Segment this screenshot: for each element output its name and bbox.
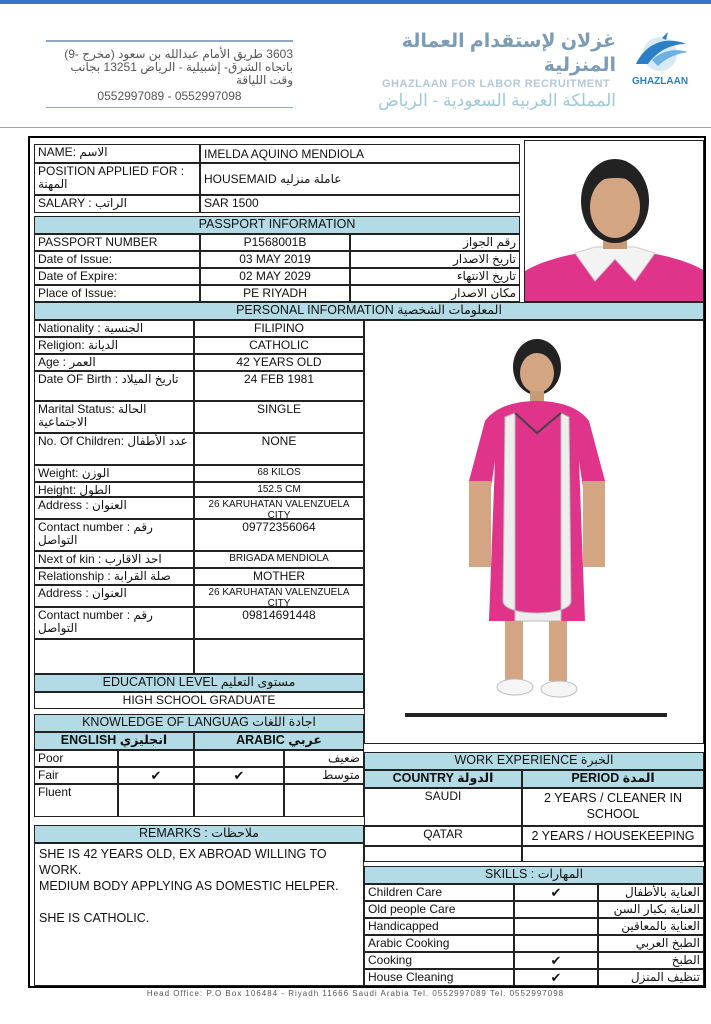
remarks-section-title: REMARKS : ملاحظات bbox=[34, 825, 364, 843]
skill-arabic-label: العناية بالمعاقين bbox=[598, 918, 704, 935]
passport-row-arabic-label: تاريخ الاصدار bbox=[350, 251, 520, 268]
footer-contact: Head Office: P.O Box 106484 - Riyadh 11666 Saudi Arabia Tel. 0552997089 Tel. 0552997098 bbox=[146, 989, 565, 998]
education-value: HIGH SCHOOL GRADUATE bbox=[34, 692, 364, 709]
skills-section-title: SKILLS : المهارات bbox=[364, 866, 704, 884]
position-label: POSITION APPLIED FOR : المهنة bbox=[34, 163, 200, 195]
skill-arabic-label: العناية بالأطفال bbox=[598, 884, 704, 901]
address-line-1: 3603 طريق الأمام عبدالله بن سعود (مخرج -9) bbox=[64, 47, 293, 61]
name-label: NAME: الاسم bbox=[34, 144, 200, 163]
skill-label: Arabic Cooking bbox=[364, 935, 514, 952]
personal-row-value: MOTHER bbox=[194, 568, 364, 585]
passport-row-arabic-label: رقم الجواز bbox=[350, 234, 520, 251]
arabic-level-check-icon bbox=[194, 784, 284, 817]
office-phones: 0552997089 - 0552997098 bbox=[97, 89, 242, 103]
language-level-label: Poor bbox=[34, 750, 118, 767]
experience-empty-period bbox=[522, 846, 704, 862]
passport-row-label: Date of Expire: bbox=[34, 268, 200, 285]
language-level-arabic-label: ضعيف bbox=[284, 750, 364, 767]
name-value: IMELDA AQUINO MENDIOLA bbox=[200, 144, 520, 163]
top-accent-bar bbox=[0, 0, 711, 4]
personal-row-empty-value bbox=[194, 639, 364, 674]
passport-row-label: Date of Issue: bbox=[34, 251, 200, 268]
cv-form bbox=[28, 136, 706, 988]
salary-value: SAR 1500 bbox=[200, 195, 520, 213]
personal-row-label: Contact number : رقم التواصل bbox=[34, 519, 194, 551]
personal-row-value: SINGLE bbox=[194, 401, 364, 433]
personal-row-value: 26 KARUHATAN VALENZUELA CITY bbox=[194, 585, 364, 607]
gazelle-logo-icon bbox=[622, 30, 698, 76]
personal-row-value: 24 FEB 1981 bbox=[194, 371, 364, 401]
period-header: PERIOD المدة bbox=[522, 770, 704, 788]
remarks-line-1: SHE IS 42 YEARS OLD, EX ABROAD WILLING TO WORK. bbox=[39, 847, 327, 877]
language-level-label: Fair bbox=[34, 767, 118, 784]
personal-row-label: Height: الطول bbox=[34, 482, 194, 497]
headshot-portrait-icon bbox=[525, 141, 704, 302]
personal-section-title: PERSONAL INFORMATION المعلومات الشخصية bbox=[34, 302, 704, 320]
personal-row-value: 26 KARUHATAN VALENZUELA CITY bbox=[194, 497, 364, 519]
personal-row-value: 42 YEARS OLD bbox=[194, 354, 364, 371]
skill-label: Children Care bbox=[364, 884, 514, 901]
skill-check-icon: ✔ bbox=[514, 952, 598, 969]
personal-row-label: Next of kin : احد الاقارب bbox=[34, 551, 194, 568]
brand-country: المملكة العربية السعودية - الرياض bbox=[378, 91, 616, 110]
experience-country: SAUDI bbox=[364, 788, 522, 826]
personal-row-label: Date OF Birth : تاريخ الميلاد bbox=[34, 371, 194, 401]
headshot-photo bbox=[524, 140, 704, 302]
language-level-arabic-label: متوسط bbox=[284, 767, 364, 784]
brand-arabic-name: غزلان لإستقدام العمالة المنزلية bbox=[401, 31, 616, 76]
personal-row-label: Marital Status: الحالة الاجتماعية bbox=[34, 401, 194, 433]
skill-arabic-label: الطبخ bbox=[598, 952, 704, 969]
personal-row-value: 152.5 CM bbox=[194, 482, 364, 497]
english-level-check-icon bbox=[118, 784, 194, 817]
position-value: HOUSEMAID عاملة منزليه bbox=[200, 163, 520, 195]
english-level-check-icon: ✔ bbox=[118, 767, 194, 784]
skill-arabic-label: تنظيف المنزل bbox=[598, 969, 704, 986]
personal-row-label: Age : العمر bbox=[34, 354, 194, 371]
education-section-title: EDUCATION LEVEL مستوى التعليم bbox=[34, 674, 364, 692]
personal-row-label: Nationality : الجنسية bbox=[34, 320, 194, 337]
passport-row-label: PASSPORT NUMBER bbox=[34, 234, 200, 251]
passport-row-value: 02 MAY 2029 bbox=[200, 268, 350, 285]
brand-block bbox=[378, 30, 616, 112]
skill-check-icon bbox=[514, 918, 598, 935]
skill-arabic-label: العناية بكبار السن bbox=[598, 901, 704, 918]
personal-row-value: NONE bbox=[194, 433, 364, 465]
experience-country: QATAR bbox=[364, 826, 522, 846]
personal-row-value: 09772356064 bbox=[194, 519, 364, 551]
skill-label: House Cleaning bbox=[364, 969, 514, 986]
full-body-photo bbox=[364, 320, 704, 744]
personal-row-value: CATHOLIC bbox=[194, 337, 364, 354]
personal-row-value: FILIPINO bbox=[194, 320, 364, 337]
brand-english-name: GHAZLAAN FOR LABOR RECRUITMENT bbox=[382, 78, 611, 90]
skill-check-icon: ✔ bbox=[514, 884, 598, 901]
personal-row-value: 68 KILOS bbox=[194, 465, 364, 482]
passport-row-value: P1568001B bbox=[200, 234, 350, 251]
experience-period: 2 YEARS / CLEANER IN SCHOOL bbox=[522, 788, 704, 826]
skill-label: Old people Care bbox=[364, 901, 514, 918]
full-body-portrait-icon bbox=[365, 321, 704, 744]
language-level-label: Fluent bbox=[34, 784, 118, 817]
english-header: ENGLISH انجليزي bbox=[34, 732, 194, 750]
office-address-block bbox=[46, 40, 293, 108]
company-logo bbox=[622, 30, 698, 92]
skill-label: Cooking bbox=[364, 952, 514, 969]
remarks-line-2: MEDIUM BODY APPLYING AS DOMESTIC HELPER. bbox=[39, 879, 339, 893]
experience-section-title: WORK EXPERIENCE الخبرة bbox=[364, 752, 704, 770]
salary-label: SALARY : الراتب bbox=[34, 195, 200, 213]
skill-check-icon bbox=[514, 935, 598, 952]
arabic-level-check-icon: ✔ bbox=[194, 767, 284, 784]
address-top-rule bbox=[46, 40, 293, 42]
personal-row-value: BRIGADA MENDIOLA bbox=[194, 551, 364, 568]
header-divider bbox=[0, 127, 711, 128]
address-bottom-rule bbox=[46, 107, 293, 108]
passport-row-arabic-label: تاريخ الانتهاء bbox=[350, 268, 520, 285]
address-line-2: باتجاه الشرق- إشبيلية - الرياض 13251 بجانب وقت اللياقة bbox=[70, 60, 293, 87]
experience-empty-country bbox=[364, 846, 522, 862]
personal-row-label: Weight: الوزن bbox=[34, 465, 194, 482]
personal-row-label: Contact number : رقم التواصل bbox=[34, 607, 194, 639]
passport-row-value: 03 MAY 2019 bbox=[200, 251, 350, 268]
skill-arabic-label: الطبخ العربي bbox=[598, 935, 704, 952]
personal-row-label: Address : العنوان bbox=[34, 585, 194, 607]
skill-label: Handicapped bbox=[364, 918, 514, 935]
personal-row-label: Relationship : صلة القرابة bbox=[34, 568, 194, 585]
skill-check-icon bbox=[514, 901, 598, 918]
personal-row-value: 09814691448 bbox=[194, 607, 364, 639]
passport-row-value: PE RIYADH bbox=[200, 285, 350, 302]
personal-row-label: Religion: الديانة bbox=[34, 337, 194, 354]
remarks-line-3: SHE IS CATHOLIC. bbox=[39, 911, 150, 925]
experience-period: 2 YEARS / HOUSEKEEPING bbox=[522, 826, 704, 846]
language-level-arabic-label bbox=[284, 784, 364, 817]
skill-check-icon: ✔ bbox=[514, 969, 598, 986]
passport-row-arabic-label: مكان الاصدار bbox=[350, 285, 520, 302]
remarks-body bbox=[34, 843, 364, 986]
arabic-level-check-icon bbox=[194, 750, 284, 767]
english-level-check-icon bbox=[118, 750, 194, 767]
personal-row-label: No. Of Children: عدد الأطفال bbox=[34, 433, 194, 465]
arabic-header: ARABIC عربي bbox=[194, 732, 364, 750]
country-header: COUNTRY الدولة bbox=[364, 770, 522, 788]
passport-section-title: PASSPORT INFORMATION bbox=[34, 216, 520, 234]
personal-row-label: Address : العنوان bbox=[34, 497, 194, 519]
logo-wordmark: GHAZLAAN bbox=[631, 76, 689, 87]
language-section-title: KNOWLEDGE OF LANGUAG اجادة اللغات bbox=[34, 714, 364, 732]
personal-row-empty-label bbox=[34, 639, 194, 674]
passport-row-label: Place of Issue: bbox=[34, 285, 200, 302]
